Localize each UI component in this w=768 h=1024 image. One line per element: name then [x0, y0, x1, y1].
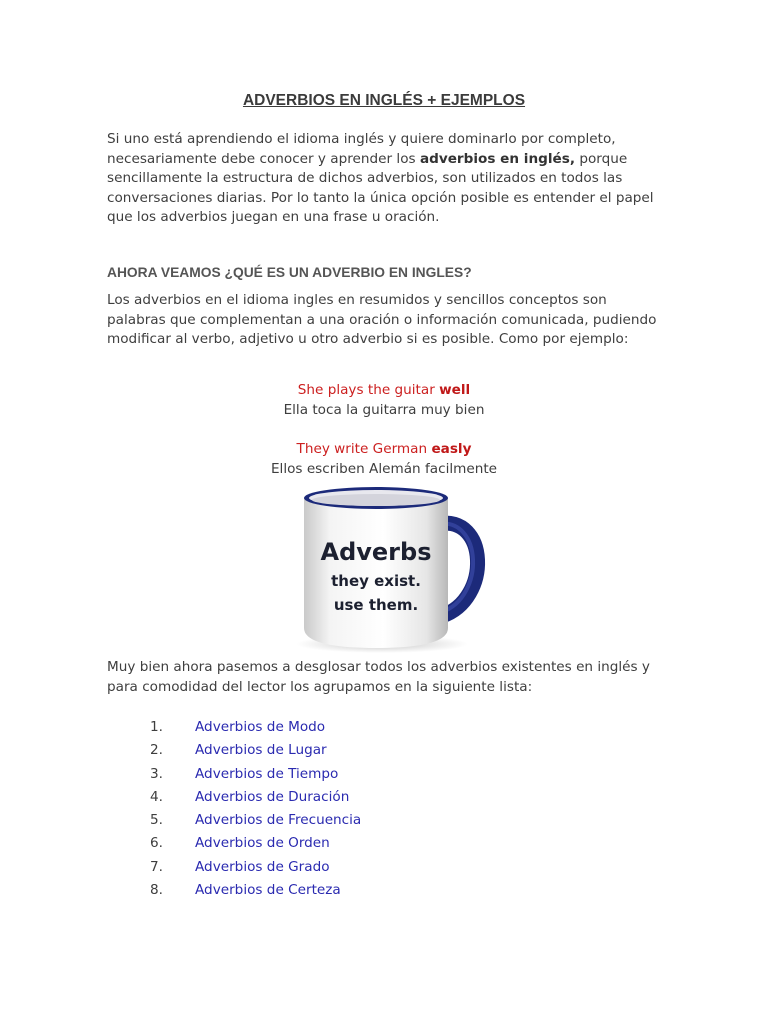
link-adverbios-de-lugar[interactable]: Adverbios de Lugar — [195, 742, 327, 759]
list-item-number: 7. — [150, 858, 163, 875]
link-adverbios-de-orden[interactable]: Adverbios de Orden — [195, 835, 330, 852]
list-item — [150, 856, 361, 879]
intro-bold-text: adverbios en inglés, — [419, 150, 576, 167]
intro-paragraph — [107, 130, 667, 228]
mug-text-use-them: use them. — [333, 596, 419, 614]
definition-paragraph: Los adverbios en el idioma ingles en resumidos y sencillos conceptos son palabras que complementan a una oración o información comunicada, pudiendo modificar al verbo, adjetivo u otro adverbio si es posible. Como por ejemplo: — [107, 292, 657, 347]
list-item-number: 5. — [150, 812, 163, 829]
example-2-sentence: They write German — [296, 441, 432, 457]
link-adverbios-de-grado[interactable]: Adverbios de Grado — [195, 858, 330, 875]
section-heading: AHORA VEAMOS ¿QUÉ ES UN ADVERBIO EN INGLES? — [107, 265, 472, 280]
example-2-english — [0, 440, 768, 460]
adverb-types-list — [150, 716, 361, 902]
mug-text-they-exist: they exist. — [331, 572, 421, 590]
list-item-number: 3. — [150, 765, 163, 782]
example-2-spanish: Ellos escriben Alemán facilmente — [270, 460, 498, 477]
list-item-number: 8. — [150, 882, 163, 899]
intro-text-before: Si uno está aprendiendo el idioma inglés y quiere dominarlo por completo, necesariamente debe conocer y aprender los — [107, 131, 616, 167]
example-2-adverb: easly — [431, 441, 472, 457]
link-adverbios-de-tiempo[interactable]: Adverbios de Tiempo — [195, 765, 339, 782]
list-item — [150, 716, 361, 739]
list-intro-paragraph: Muy bien ahora pasemos a desglosar todos los adverbios existentes en inglés y para comodidad del lector los agrupamos en la siguiente lista: — [107, 659, 650, 695]
list-item-number: 1. — [150, 719, 163, 735]
example-1-english — [0, 381, 768, 401]
list-item — [150, 879, 361, 902]
example-1 — [0, 381, 768, 420]
example-2 — [0, 440, 768, 479]
list-item-number: 4. — [150, 788, 163, 805]
link-adverbios-de-frecuencia[interactable]: Adverbios de Frecuencia — [195, 812, 362, 829]
list-item — [150, 832, 361, 855]
example-1-sentence: She plays the guitar — [297, 382, 440, 398]
list-item — [150, 786, 361, 809]
example-1-spanish: Ella toca la guitarra muy bien — [283, 401, 485, 418]
list-item — [150, 739, 361, 762]
intro-text-after: porque sencillamente la estructura de dichos adverbios, son utilizados en todos las conversaciones diarias. Por lo tanto la única opción posible es entender el papel que los adverbios juegan en una frase u oración. — [107, 150, 654, 225]
link-adverbios-de-duracion[interactable]: Adverbios de Duración — [195, 788, 350, 805]
link-adverbios-de-certeza[interactable]: Adverbios de Certeza — [195, 882, 341, 899]
page-title: ADVERBIOS EN INGLÉS + EJEMPLOS — [242, 92, 526, 109]
list-item-number: 6. — [150, 835, 163, 852]
adverbs-mug-image — [296, 484, 486, 654]
list-item-number: 2. — [150, 742, 163, 759]
link-adverbios-de-modo[interactable]: Adverbios de Modo — [195, 719, 326, 735]
mug-text-adverbs: Adverbs — [320, 538, 432, 566]
example-1-adverb: well — [439, 382, 471, 398]
list-item — [150, 763, 361, 786]
list-item — [150, 809, 361, 832]
